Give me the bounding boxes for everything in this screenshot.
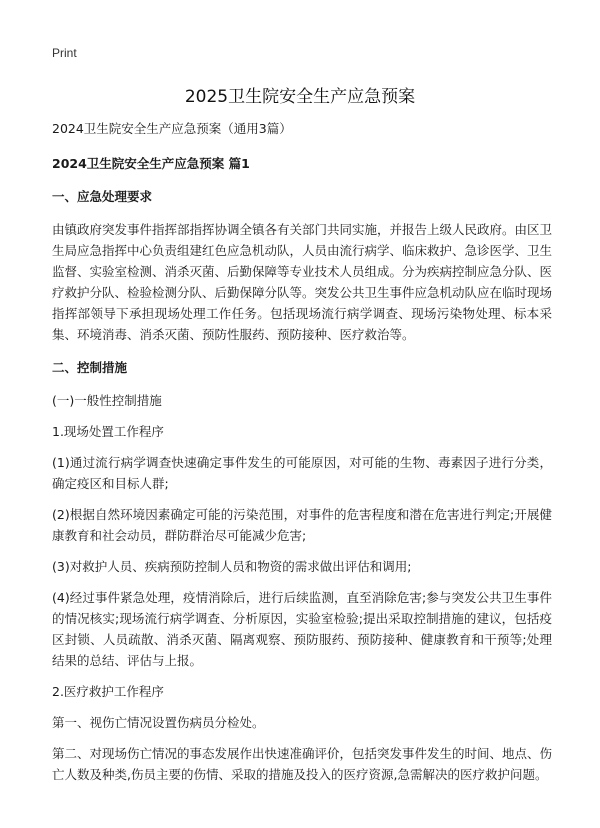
section-heading-2: 二、控制措施 — [52, 360, 128, 375]
section-heading-1: 一、应急处理要求 — [52, 189, 153, 204]
procedure-heading-1: 1.现场处置工作程序 — [52, 424, 164, 439]
page-title: 2025卫生院安全生产应急预案 — [184, 87, 416, 107]
list-item: (1)通过流行病学调查快速确定事件发生的可能原因，对可能的生物、毒素因子进行分类，确定疫区和目标人群; — [52, 455, 552, 491]
list-item: (4)经过事件紧急处理，疫情消除后，进行后续监测，直至消除危害;参与突发公共卫生事件的情况核实;现场流行病学调查、分析原因，实验室检验;提出采取控制措施的建议，包括疫区封锁、人员疏散、消杀灭菌、隔离观察、预防服药、预防接种、健康教育和干预等;处理结果的总结、评估与上报。 — [52, 590, 552, 668]
subsection-heading: (一)一般性控制措施 — [52, 393, 162, 408]
procedure-heading-2: 2.医疗救护工作程序 — [52, 684, 164, 699]
list-item: (2)根据自然环境因素确定可能的污染范围，对事件的危害程度和潜在危害进行判定;开展健康教育和社会动员，群防群治尽可能减少危害; — [52, 507, 552, 543]
document-subtitle: 2024卫生院安全生产应急预案（通用3篇） — [52, 121, 292, 136]
document-body — [52, 118, 552, 795]
step-item: 第二、对现场伤亡情况的事态发展作出快速准确评价，包括突发事件发生的时间、地点、伤亡人数及种类,伤员主要的伤情、采取的措施及投入的医疗资源,急需解决的医疗救护问题。 — [52, 746, 553, 782]
step-item: 第一、视伤亡情况设置伤病员分检处。 — [52, 715, 265, 730]
list-item: (3)对救护人员、疾病预防控制人员和物资的需求做出评估和调用; — [52, 559, 412, 574]
print-label: Print — [52, 46, 77, 60]
section-1-paragraph: 由镇政府突发事件指挥部指挥协调全镇各有关部门共同实施，并报告上级人民政府。由区卫生局应急指挥中心负责组建红色应急机动队，人员由流行病学、临床救护、急诊医学、卫生监督、实验室检测、消杀灭菌、后勤保障等专业技术人员组成。分为疾病控制应急分队、医疗救护分队、检验检测分队、后勤保障分队等。突发公共卫生事件应急机动队应在临时现场指挥部领导下承担现场处理工作任务。包括现场流行病学调查、现场污染物处理、标本采集、环境消毒、消杀灭菌、预防性服药、预防接种、医疗救治等。 — [52, 222, 553, 342]
part-heading: 2024卫生院安全生产应急预案 篇1 — [52, 156, 250, 171]
